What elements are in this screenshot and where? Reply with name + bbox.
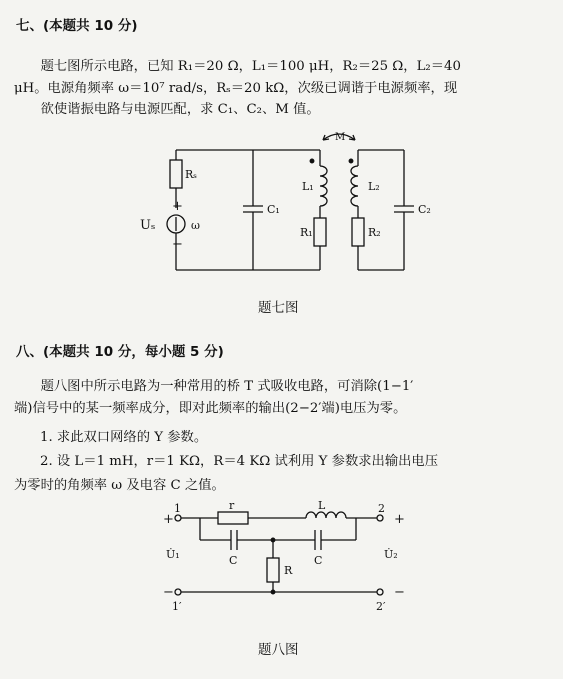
label-c-left: C [229, 554, 238, 567]
terminal-1 [175, 515, 181, 521]
l1-dot [310, 159, 314, 163]
label-c-right: C [314, 554, 323, 567]
label-r1: R₁ [300, 226, 313, 239]
terminal-2p [377, 589, 383, 595]
rs-resistor [170, 160, 182, 188]
label-r2: R₂ [368, 226, 381, 239]
label-n2p: 2′ [376, 600, 386, 613]
l2-inductor [351, 166, 358, 206]
big-r-resistor [267, 558, 279, 582]
figure-8-circuit [0, 500, 563, 620]
q7-heading: 七、(本题共 10 分) [16, 18, 138, 34]
label-r: r [229, 500, 235, 512]
q8-item2-line1: 2. 设 L＝1 mH，r＝1 KΩ，R＝4 KΩ 试利用 Y 参数求出输出电压 [40, 454, 439, 469]
figure-7-caption: 题七图 [258, 300, 299, 316]
q8-text [14, 376, 549, 419]
figure-8-caption: 题八图 [258, 642, 299, 658]
label-m: M [335, 132, 346, 143]
figure-7-circuit [0, 128, 563, 278]
r-resistor [218, 512, 248, 524]
q7-text [14, 56, 549, 121]
label-l: L [318, 500, 326, 512]
q8-heading: 八、(本题共 10 分，每小题 5 分) [16, 344, 224, 360]
label-us: Uₛ [140, 218, 156, 233]
q8-item2-line2: 为零时的角频率 ω 及电容 C 之值。 [14, 478, 225, 493]
label-n2: 2 [378, 502, 385, 515]
r1-resistor [314, 218, 326, 246]
q7-line1: 题七图所示电路，已知 R₁＝20 Ω，L₁＝100 μH，R₂＝25 Ω，L₂＝40 [40, 59, 461, 74]
label-n1p: 1′ [172, 600, 182, 613]
label-l2: L₂ [368, 180, 380, 193]
l1-inductor [320, 166, 327, 206]
label-c1: C₁ [267, 203, 280, 216]
label-rs: Rₛ [185, 168, 197, 181]
label-omega: ω [191, 219, 200, 232]
label-plus-left: + [163, 512, 174, 527]
r2-resistor [352, 218, 364, 246]
l2-dot [349, 159, 353, 163]
l-inductor [306, 512, 346, 518]
q8-item1: 1. 求此双口网络的 Y 参数。 [40, 430, 208, 445]
label-minus: − [172, 237, 183, 252]
q8-line2: 端)信号中的某一频率成分，即对此频率的输出(2−2′端)电压为零。 [14, 400, 407, 416]
label-minus-right: − [394, 585, 405, 600]
label-minus-left: − [163, 585, 174, 600]
label-u2: U̇₂ [384, 548, 398, 561]
label-plus: + [172, 199, 183, 214]
label-big-r: R [284, 564, 293, 577]
label-n1: 1 [174, 502, 181, 515]
terminal-2 [377, 515, 383, 521]
label-plus-right: + [394, 512, 405, 527]
q7-line2: μH。电源角频率 ω＝10⁷ rad/s，Rₛ＝20 kΩ，次级已调谐于电源频率，现 [14, 80, 458, 96]
label-c2: C₂ [418, 203, 431, 216]
label-l1: L₁ [302, 180, 314, 193]
label-u1: U̇₁ [166, 548, 180, 561]
q7-line3: 欲使谐振电路与电源匹配，求 C₁、C₂、M 值。 [40, 102, 320, 117]
q8-line1: 题八图中所示电路为一种常用的桥 T 式吸收电路，可消除(1−1′ [40, 379, 414, 394]
terminal-1p [175, 589, 181, 595]
